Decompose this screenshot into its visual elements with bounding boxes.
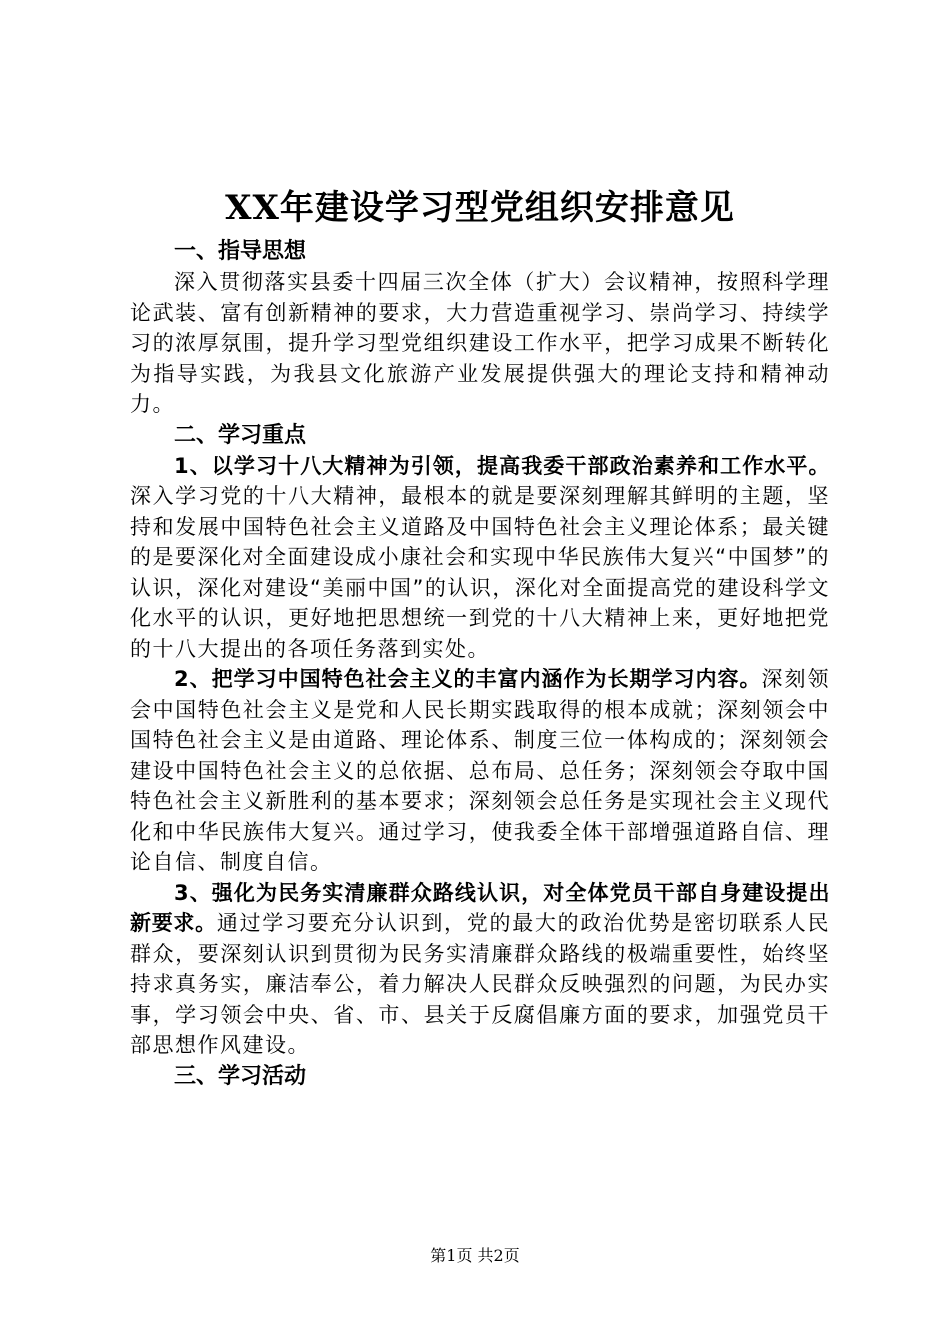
document-title: XX年建设学习型党组织安排意见 [225, 188, 735, 228]
section-heading-study-focus: 二、学习重点 [174, 422, 307, 448]
paragraph-item-1 [130, 451, 830, 665]
section-heading-study-activities: 三、学习活动 [174, 1063, 307, 1089]
page-footer: 第1页 共2页 [430, 1246, 520, 1265]
item-3-lead: 3、强化为民务实清廉群众路线认识，对全体党员干部自身建设提出新要求。 [130, 880, 830, 935]
paragraph-item-3 [130, 878, 830, 1061]
item-2-lead: 2、把学习中国特色社会主义的丰富内涵作为长期学习内容。 [174, 667, 762, 691]
section-heading-guiding-thought: 一、指导思想 [174, 239, 307, 264]
paragraph-item-2 [130, 664, 830, 878]
item-2-body: 深刻领会中国特色社会主义是党和人民长期实践取得的根本成就；深刻领会中国特色社会主义是由道路、理论体系、制度三位一体构成的；深刻领会建设中国特色社会主义的总依据、总布局、总任务；深刻领会夺取中国特色社会主义新胜利的基本要求；深刻领会总任务是实现社会主义现代化和中华民族伟大复兴。通过学习，使我委全体干部增强道路自信、理论自信、制度自信。 [130, 667, 830, 874]
item-1-lead: 1、以学习十八大精神为引领，提高我委干部政治素养和工作水平。 [174, 453, 830, 478]
item-1-body: 深入学习党的十八大精神，最根本的就是要深刻理解其鲜明的主题，坚持和发展中国特色社会主义道路及中国特色社会主义理论体系；最关键的是要深化对全面建设成小康社会和实现中华民族伟大复兴“中国梦”的认识，深化对建设“美丽中国”的认识，深化对全面提高党的建设科学文化水平的认识，更好地把思想统一到党的十八大精神上来，更好地把党的十八大提出的各项任务落到实处。 [130, 484, 830, 661]
document-page [130, 180, 830, 1092]
item-3-body: 通过学习要充分认识到，党的最大的政治优势是密切联系人民群众，要深刻认识到贯彻为民务实清廉群众路线的极端重要性，始终坚持求真务实，廉洁奉公，着力解决人民群众反映强烈的问题，为民办实事，学习领会中央、省、市、县关于反腐倡廉方面的要求，加强党员干部思想作风建设。 [130, 911, 831, 1057]
paragraph-guiding-thought: 深入贯彻落实县委十四届三次全体（扩大）会议精神，按照科学理论武装、富有创新精神的要求，大力营造重视学习、崇尚学习、持续学习的浓厚氛围，提升学习型党组织建设工作水平，把学习成果不断转化为指导实践，为我县文化旅游产业发展提供强大的理论支持和精神动力。 [130, 270, 830, 416]
